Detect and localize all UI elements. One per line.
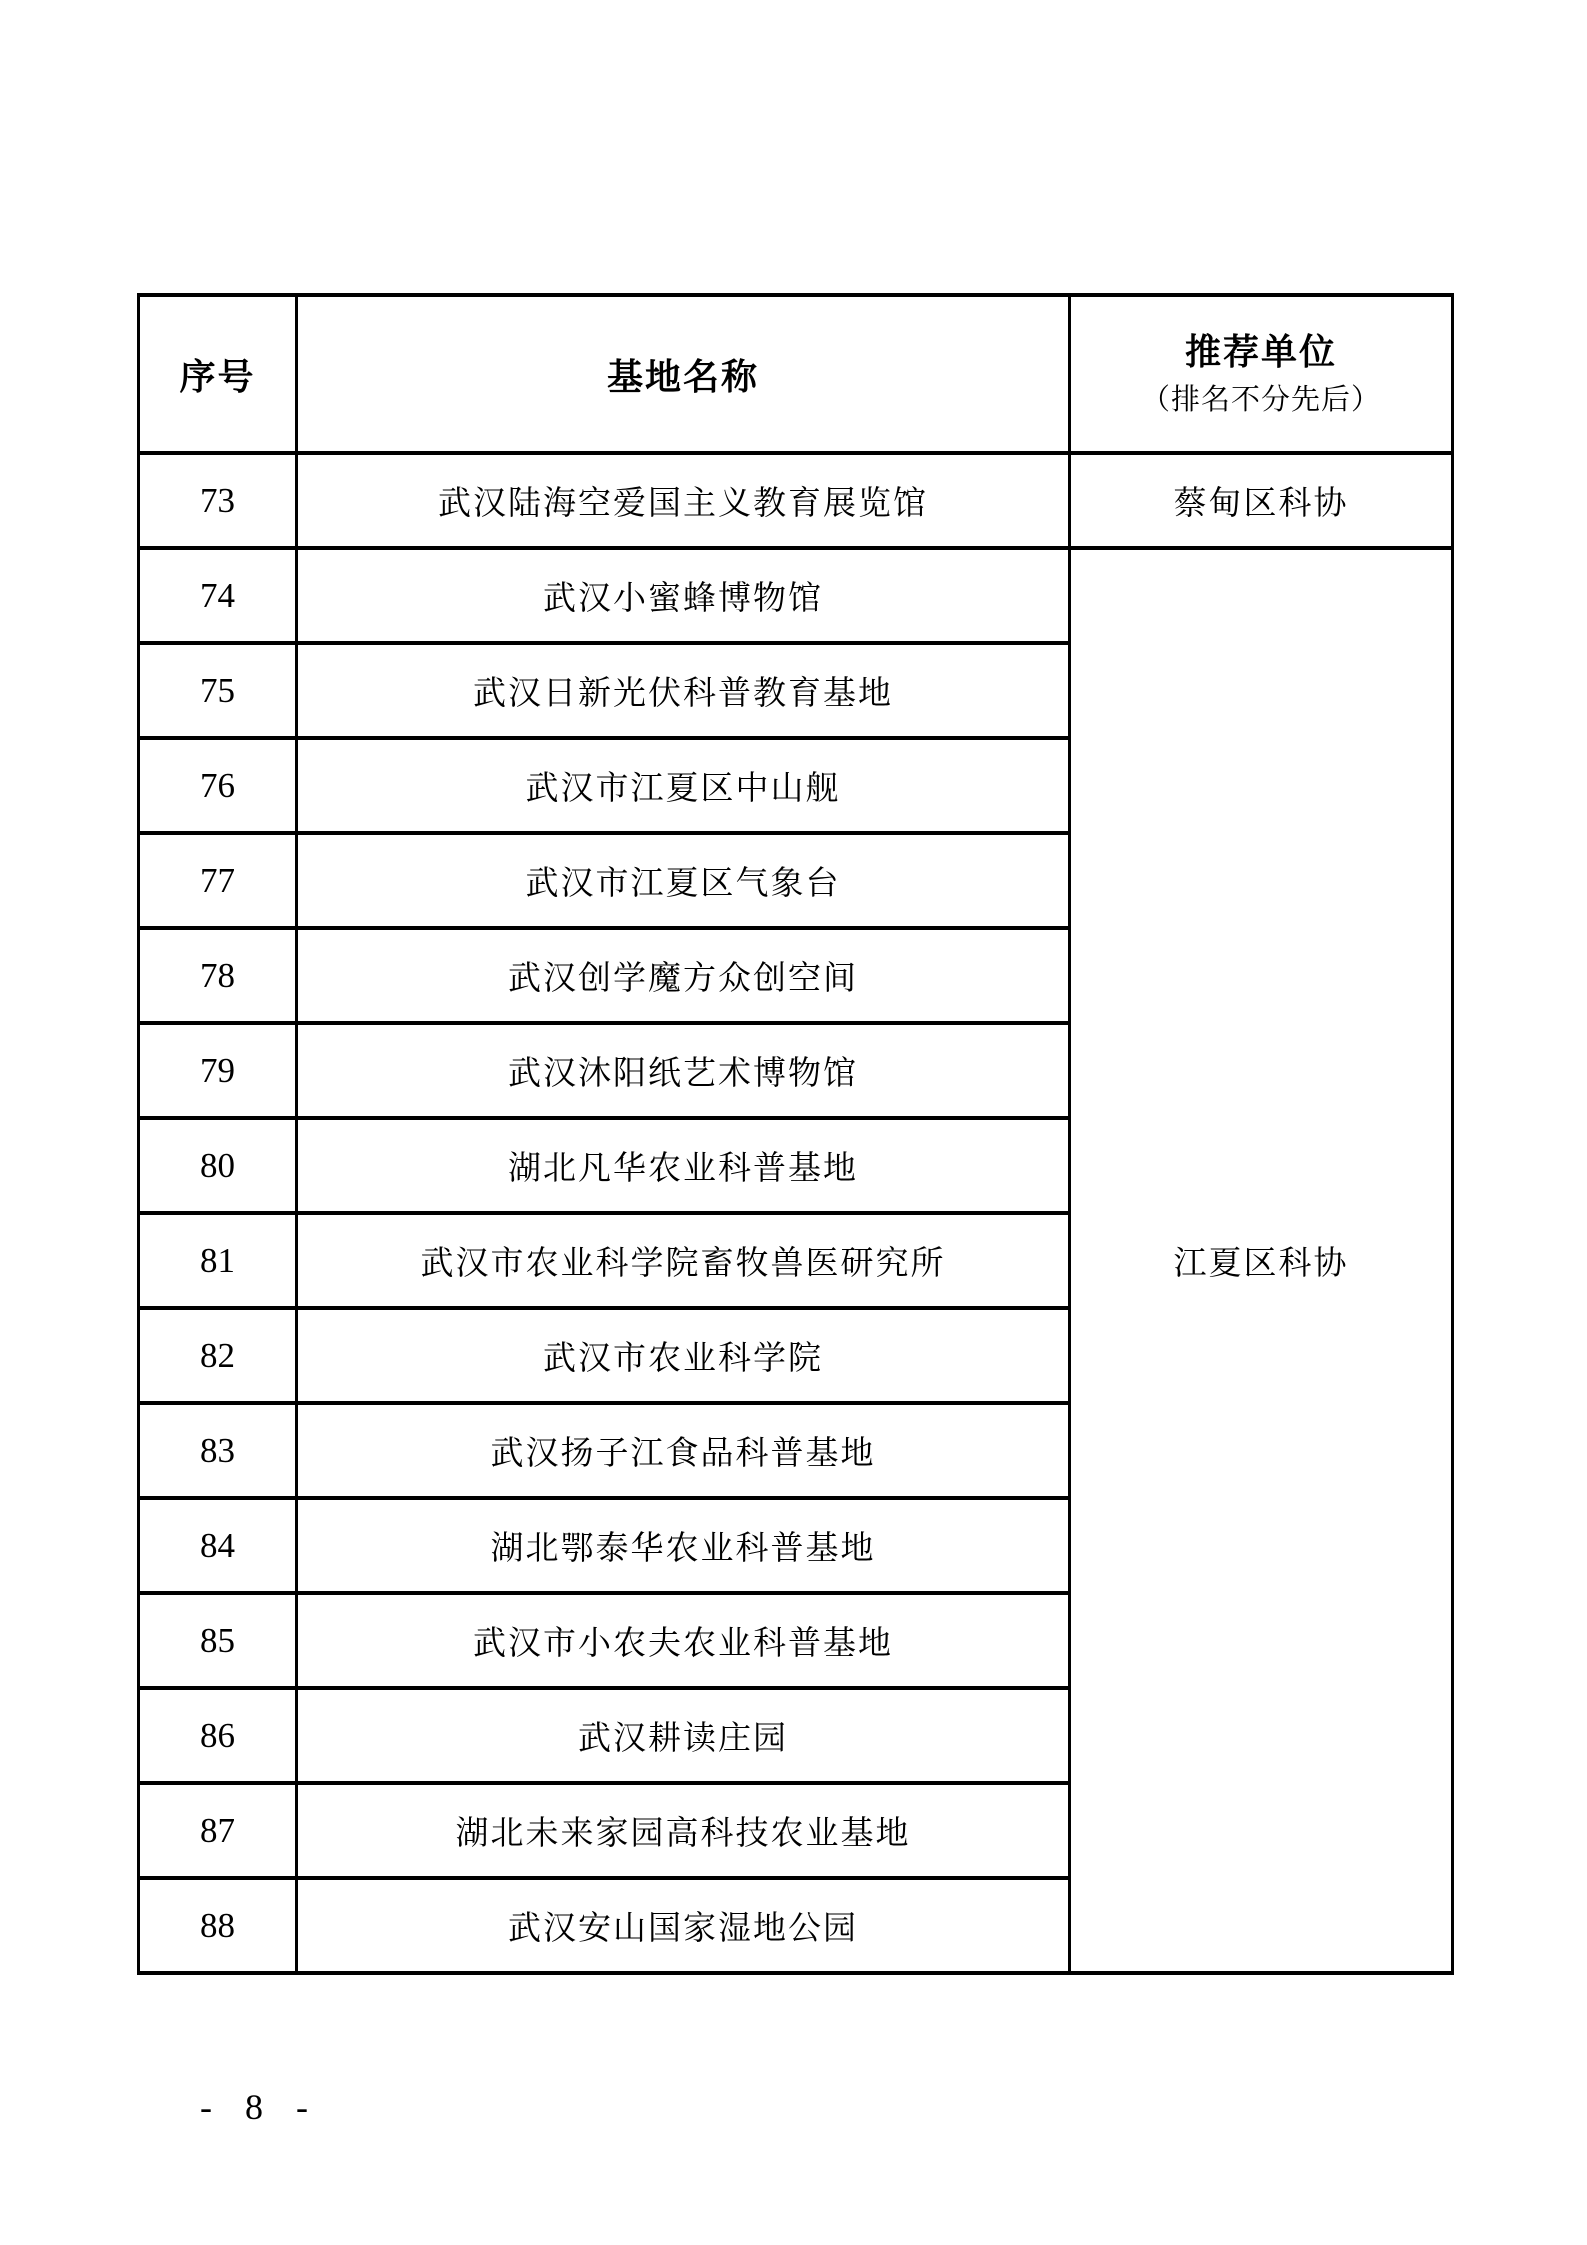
row-base-name-cell: 武汉市江夏区中山舰 bbox=[297, 738, 1070, 833]
row-serial-cell: 80 bbox=[139, 1118, 297, 1213]
page-number: - 8 - bbox=[200, 2087, 320, 2127]
row-base-name-cell: 湖北未来家园高科技农业基地 bbox=[297, 1783, 1070, 1878]
row-serial-cell: 74 bbox=[139, 548, 297, 643]
row-serial-cell: 78 bbox=[139, 928, 297, 1023]
row-base-name-cell: 武汉沐阳纸艺术博物馆 bbox=[297, 1023, 1070, 1118]
row-serial-cell: 86 bbox=[139, 1688, 297, 1783]
row-serial-cell: 76 bbox=[139, 738, 297, 833]
row-serial-cell: 73 bbox=[139, 453, 297, 548]
row-serial-cell: 79 bbox=[139, 1023, 297, 1118]
row-base-name-cell: 武汉市农业科学院畜牧兽医研究所 bbox=[297, 1213, 1070, 1308]
recommend-unit-cell: 蔡甸区科协 bbox=[1070, 453, 1453, 548]
row-base-name-cell: 武汉扬子江食品科普基地 bbox=[297, 1403, 1070, 1498]
row-base-name-cell: 湖北鄂泰华农业科普基地 bbox=[297, 1498, 1070, 1593]
header-col-base-name: 基地名称 bbox=[297, 295, 1070, 453]
table-row bbox=[139, 453, 1453, 548]
row-base-name-cell: 武汉陆海空爱国主义教育展览馆 bbox=[297, 453, 1070, 548]
row-base-name-cell: 武汉日新光伏科普教育基地 bbox=[297, 643, 1070, 738]
header-unit-title: 推荐单位 bbox=[1184, 331, 1337, 372]
row-serial-cell: 81 bbox=[139, 1213, 297, 1308]
row-serial-cell: 84 bbox=[139, 1498, 297, 1593]
row-base-name-cell: 武汉市小农夫农业科普基地 bbox=[297, 1593, 1070, 1688]
row-serial-cell: 83 bbox=[139, 1403, 297, 1498]
base-table bbox=[137, 293, 1454, 1975]
header-col-recommend-unit bbox=[1070, 295, 1453, 453]
recommend-unit-cell: 江夏区科协 bbox=[1070, 548, 1453, 1973]
row-base-name-cell: 武汉小蜜蜂博物馆 bbox=[297, 548, 1070, 643]
row-serial-cell: 88 bbox=[139, 1878, 297, 1973]
row-serial-cell: 82 bbox=[139, 1308, 297, 1403]
table-row bbox=[139, 548, 1453, 643]
row-base-name-cell: 武汉安山国家湿地公园 bbox=[297, 1878, 1070, 1973]
row-serial-cell: 77 bbox=[139, 833, 297, 928]
row-base-name-cell: 武汉市江夏区气象台 bbox=[297, 833, 1070, 928]
row-serial-cell: 75 bbox=[139, 643, 297, 738]
row-serial-cell: 85 bbox=[139, 1593, 297, 1688]
row-base-name-cell: 武汉创学魔方众创空间 bbox=[297, 928, 1070, 1023]
row-base-name-cell: 武汉市农业科学院 bbox=[297, 1308, 1070, 1403]
row-base-name-cell: 湖北凡华农业科普基地 bbox=[297, 1118, 1070, 1213]
header-row bbox=[139, 295, 1453, 453]
header-unit-note: （排名不分先后） bbox=[1140, 384, 1381, 417]
header-col-serial: 序号 bbox=[139, 295, 297, 453]
table-body bbox=[139, 453, 1453, 1973]
row-serial-cell: 87 bbox=[139, 1783, 297, 1878]
row-base-name-cell: 武汉耕读庄园 bbox=[297, 1688, 1070, 1783]
